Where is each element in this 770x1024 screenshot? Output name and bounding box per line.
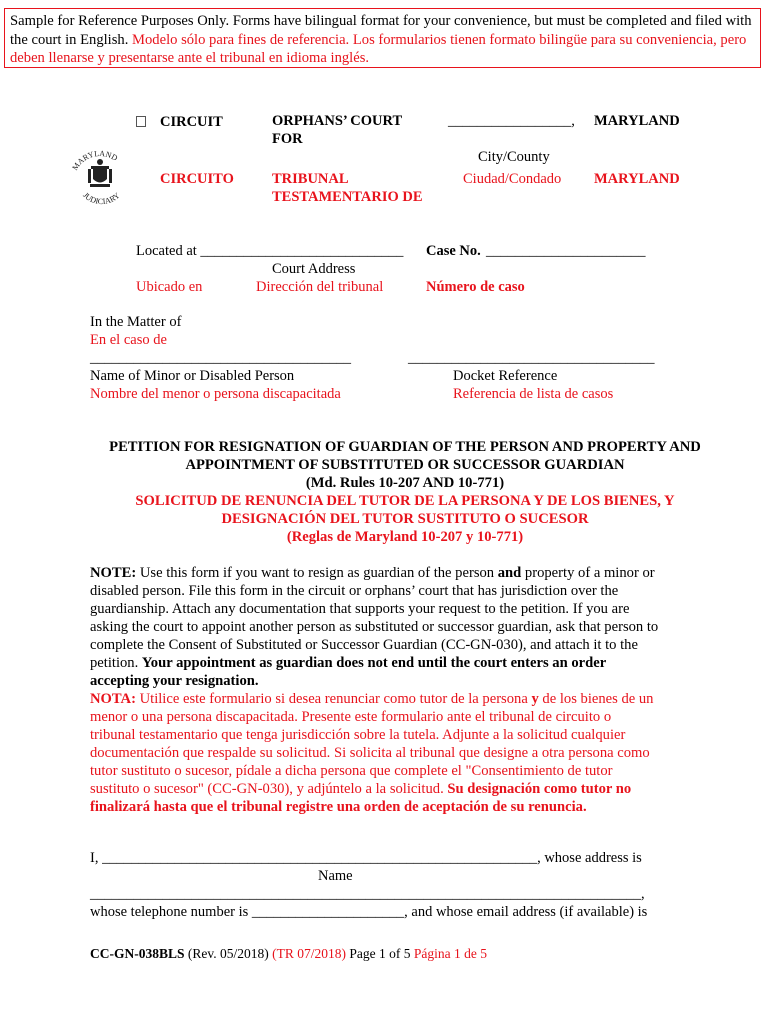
case-no-field[interactable]: ______________________: [486, 243, 646, 259]
form-translation-revision: (TR 07/2018): [272, 946, 347, 961]
page-number-es: Página 1 de 5: [413, 946, 488, 961]
note-emphasis: Your appointment as guardian does not end until the court enters an order: [141, 655, 607, 671]
nota-y: y: [531, 691, 539, 707]
court-address-label: Court Address: [272, 261, 356, 277]
note-line-6: [90, 654, 690, 672]
in-matter-of-label-es: En el caso de: [90, 332, 167, 348]
city-county-label: City/County: [478, 149, 550, 165]
nota-line-5: tutor sustituto o sucesor, pídale a dicha persona que complete el "Consentimiento de tutor: [90, 763, 613, 779]
maryland-label-es: MARYLAND: [594, 171, 680, 187]
page-number: Page 1 of 5: [346, 946, 414, 961]
reference-notice: [4, 8, 761, 68]
nota-line-4: documentación que respalde su solicitud. Si solicita al tribunal que designe a otra persona como: [90, 745, 650, 761]
nota-line-2: menor o una persona discapacitada. Presente este formulario ante el tribunal de circuito o: [90, 709, 612, 725]
numero-caso-label: Número de caso: [426, 279, 525, 295]
nota-label: NOTA:: [90, 691, 136, 707]
note-and: and: [497, 565, 522, 581]
in-matter-of-label: In the Matter of: [90, 314, 182, 330]
note-line-2: disabled person. File this form in the circuit or orphans’ court that has jurisdiction over the: [90, 583, 619, 599]
note-line-1: [90, 564, 690, 582]
note-label: NOTE:: [90, 565, 137, 581]
minor-name-label-es: Nombre del menor o persona discapacitada: [90, 386, 341, 402]
docket-reference-label: Docket Reference: [453, 368, 558, 384]
maryland-label: MARYLAND: [594, 113, 680, 129]
petitioner-name-field[interactable]: I, ____________________________________________________________, whose address is: [90, 850, 642, 866]
nota-emphasis: Su designación como tutor no: [447, 781, 632, 797]
name-label: Name: [318, 868, 353, 884]
telephone-field[interactable]: whose telephone number is _____________________, and whose email address (if available) is: [90, 904, 648, 920]
petition-title-2: APPOINTMENT OF SUBSTITUTED OR SUCCESSOR GUARDIAN: [185, 457, 625, 473]
nota-text: de los bienes de un: [538, 691, 654, 707]
petition-title-es-1: SOLICITUD DE RENUNCIA DEL TUTOR DE LA PERSONA Y DE LOS BIENES, Y: [135, 493, 675, 509]
circuit-label: CIRCUIT: [160, 114, 223, 130]
city-county-field[interactable]: _________________,: [448, 113, 575, 129]
docket-reference-label-es: Referencia de lista de casos: [453, 386, 614, 402]
form-revision: (Rev. 05/2018): [184, 946, 273, 961]
docket-reference-field[interactable]: __________________________________: [408, 350, 655, 366]
orphans-court-label: ORPHANS’ COURT: [272, 113, 403, 129]
nota-line-6: [90, 780, 690, 798]
svg-text:JUDICIARY: JUDICIARY: [81, 190, 122, 207]
minor-name-field[interactable]: ____________________________________: [90, 350, 351, 366]
nota-text: Utilice este formulario si desea renunciar como tutor de la persona: [135, 691, 532, 707]
petition-title-1: PETITION FOR RESIGNATION OF GUARDIAN OF THE PERSON AND PROPERTY AND: [109, 439, 701, 455]
form-id: CC-GN-038BLS: [90, 946, 185, 961]
orphans-court-for: FOR: [272, 131, 303, 147]
petition-rules-es: (Reglas de Maryland 10-207 y 10-771): [286, 529, 524, 545]
notice-english: Sample for Reference Purposes Only. Forms have bilingual format for your convenience, but must be completed and filed with the court in English.: [10, 13, 752, 48]
note-text: property of a minor or: [521, 565, 655, 581]
svg-text:MARYLAND: MARYLAND: [70, 148, 120, 172]
form-footer: [90, 945, 487, 963]
orphans-court-label-es: TRIBUNAL: [272, 171, 349, 187]
address-field[interactable]: ____________________________________________________________________________,: [90, 886, 645, 902]
notice-spanish: Modelo sólo para fines de referencia. Los formularios tienen formato bilingüe para su conveniencia, pero deben llenarse y presentarse ante el tribunal en idioma inglés.: [10, 31, 747, 66]
petition-title-es-2: DESIGNACIÓN DEL TUTOR SUSTITUTO O SUCESOR: [221, 511, 589, 527]
note-text: petition.: [90, 655, 142, 671]
maryland-judiciary-seal: [64, 146, 134, 208]
petition-rules: (Md. Rules 10-207 AND 10-771): [305, 475, 505, 491]
nota-text: sustituto o sucesor" (CC-GN-030), y adjúntelo a la solicitud.: [90, 781, 448, 797]
nota-line-7: finalizará hasta que el tribunal registre una orden de aceptación de su renuncia.: [90, 799, 587, 815]
nota-line-1: [90, 690, 690, 708]
note-line-7: accepting your resignation.: [90, 673, 259, 689]
note-line-4: asking the court to appoint another person as substituted or successor guardian, ask that person to: [90, 619, 659, 635]
minor-name-label: Name of Minor or Disabled Person: [90, 368, 295, 384]
located-at-field[interactable]: Located at ____________________________: [136, 243, 404, 259]
note-line-5: complete the Consent of Substituted or Successor Guardian (CC-GN-030), and attach it to the: [90, 637, 638, 653]
case-no-label: Case No.: [426, 243, 481, 259]
note-line-3: guardianship. Attach any documentation that supports your request to the petition. If you are: [90, 601, 630, 617]
nota-line-3: tribunal testamentario que tenga jurisdicción sobre la tutela. Adjunte a la solicitud cualquier: [90, 727, 626, 743]
circuit-label-es: CIRCUITO: [160, 171, 234, 187]
city-county-label-es: Ciudad/Condado: [463, 171, 562, 187]
circuit-checkbox[interactable]: [136, 116, 146, 127]
direccion-label: Dirección del tribunal: [256, 279, 384, 295]
note-text: Use this form if you want to resign as guardian of the person: [136, 565, 498, 581]
ubicado-label: Ubicado en: [136, 279, 203, 295]
orphans-court-label-es-2: TESTAMENTARIO DE: [272, 189, 423, 205]
